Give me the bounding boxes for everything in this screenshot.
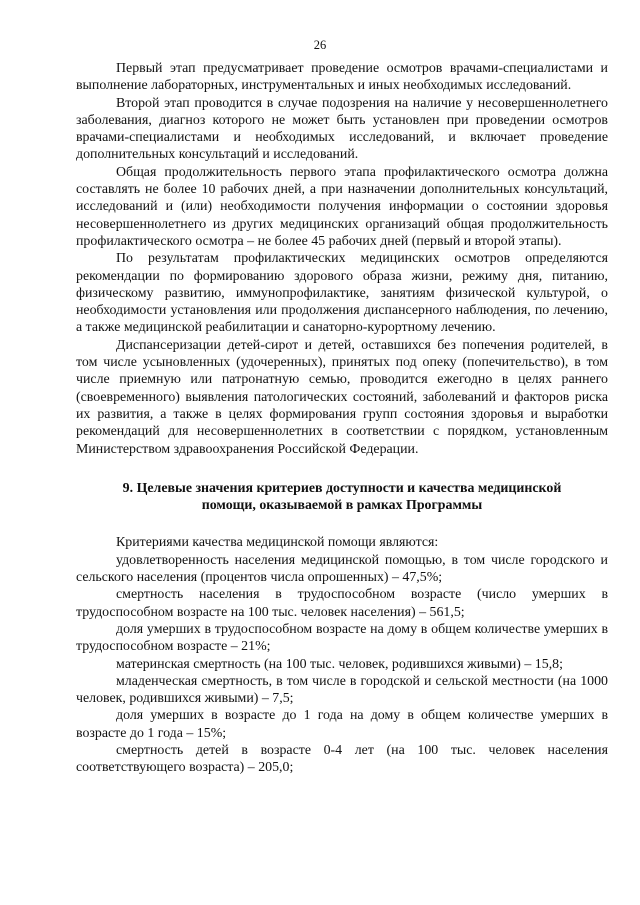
criterion-maternal-mortality: материнская смертность (на 100 тыс. человек, родившихся живыми) – 15,8; [116,656,563,672]
paragraph-first-stage: Первый этап предусматривает проведение осмотров врачами-специалистами и выполнение лабораторных, инструментальных и иных необходимых исследований. [76,61,608,94]
paragraph-second-stage: Второй этап проводится в случае подозрения на наличие у несовершеннолетнего заболевания, диагноз которого не может быть установлен при проведении осмотров врачами-специалистами и необходимых исследований, и включает проведение дополнительных консультаций и исследований. [76,95,608,163]
criterion-working-age-deaths-at-home: доля умерших в трудоспособном возрасте на дому в общем количестве умерших в трудоспособном возрасте – 21%; [76,621,608,655]
paragraph-orphans-dispensarization: Диспансеризации детей-сирот и детей, оставшихся без попечения родителей, в том числе усыновленных (удочеренных), принятых под опеку (попечительство), в том числе приемную или патронатную семью, проводится ежегодно в целях раннего (своевременного) выявления патологических состояний, заболеваний и факторов риска их развития, а также в целях формирования групп состояния здоровья и выработки рекомендаций для несовершеннолетних в соответствии с порядком, установленным Министерством здравоохранения Российской Федерации. [76,337,608,457]
criterion-working-age-mortality: смертность населения в трудоспособном возрасте (число умерших в трудоспособном возрасте на 100 тыс. человек населения) – 561,5; [76,587,608,620]
paragraph-duration: Общая продолжительность первого этапа профилактического осмотра должна составлять не более 10 рабочих дней, а при назначении дополнительных консультаций, исследований и (или) необходимости получения информации о состоянии здоровья несовершеннолетнего из других медицинских организаций общая продолжительность профилактического осмотра – не более 45 рабочих дней (первый и второй этапы). [76,164,608,249]
page-number: 26 [313,38,327,52]
section-heading-line-2: помощи, оказываемой в рамках Программы [201,498,483,514]
criterion-infant-deaths-at-home: доля умерших в возрасте до 1 года на дому в общем количестве умерших в возрасте до 1 года – 15%; [76,708,608,741]
section-heading [76,480,608,515]
criterion-child-mortality-0-4: смертность детей в возрасте 0-4 лет (на 100 тыс. человек населения соответствующего возраста) – 205,0; [76,742,608,776]
criteria-intro: Критериями качества медицинской помощи являются: [116,535,439,551]
criterion-infant-mortality: младенческая смертность, в том числе в городской и сельской местности (на 1000 человек, родившихся живыми) – 7,5; [76,673,608,707]
paragraph-results: По результатам профилактических медицинских осмотров определяются рекомендации по формированию здорового образа жизни, режиму дня, питанию, физическому развитию, иммунопрофилактике, занятиям физической культурой, о необходимости установления или продолжения диспансерного наблюдения, по лечению, а также медицинской реабилитации и санаторно-курортному лечению. [76,251,608,336]
page-content [76,60,608,777]
criterion-satisfaction: удовлетворенность населения медицинской помощью, в том числе городского и сельского населения (процентов числа опрошенных) – 47,5%; [76,552,608,586]
section-heading-line-1: 9. Целевые значения критериев доступности и качества медицинской [122,480,562,496]
